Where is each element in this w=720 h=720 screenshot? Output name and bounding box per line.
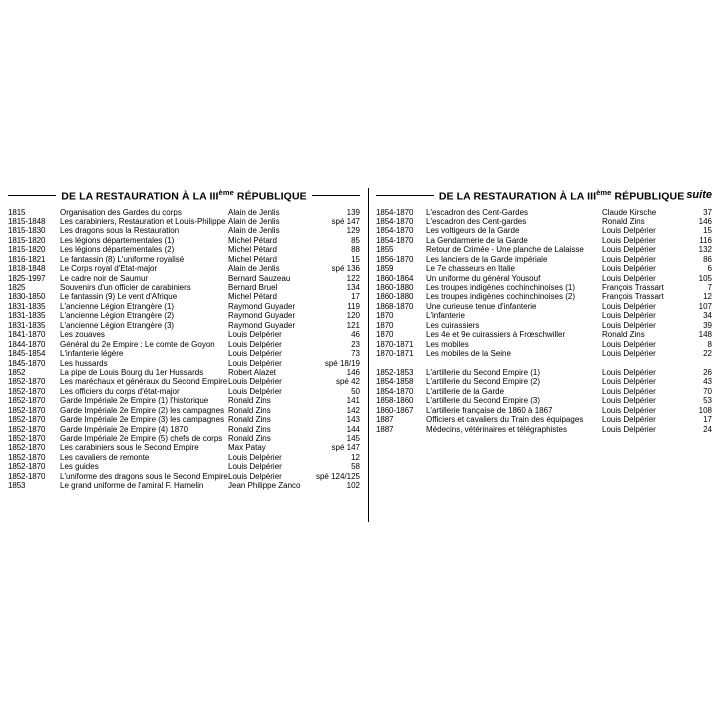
entry-date: 1852-1870 <box>8 471 46 481</box>
entry-title: Les légions départementales (1) <box>60 235 175 245</box>
entry-title: La pipe de Louis Bourg du 1er Hussards <box>60 367 204 377</box>
entry-author: Louis Delpérier <box>602 264 656 274</box>
entry-date: 1845-1854 <box>8 349 46 359</box>
entry-date: 1815 <box>8 207 26 217</box>
entry-title: Médecins, vétérinaires et télégraphistes <box>426 424 567 434</box>
entry-title: Garde Impériale 2e Empire (1) l'historique <box>60 396 209 406</box>
table-row <box>8 226 360 235</box>
entry-title: Les lanciers de la Garde impériale <box>426 254 548 264</box>
entry-title: Les mobiles <box>426 339 469 349</box>
entry-date: 1844-1870 <box>8 339 46 349</box>
spacer-cell <box>426 359 602 368</box>
entry-page: 116 <box>699 235 712 245</box>
entry-author: Louis Delpérier <box>602 245 656 255</box>
entry-author: Ronald Zins <box>228 434 271 443</box>
entry-date: 1852-1870 <box>8 424 46 434</box>
table-row <box>8 462 360 471</box>
table-row <box>8 368 360 377</box>
table-row <box>376 226 712 235</box>
entry-title: Souvenirs d'un officier de carabiniers <box>60 283 191 292</box>
entry-date: 1887 <box>376 415 394 425</box>
entry-page: 53 <box>703 396 712 406</box>
entry-title: Les troupes indigènes cochinchinoises (2) <box>426 292 575 302</box>
entry-title: Organisation des Gardes du corps <box>60 207 182 217</box>
entry-title: Les mobiles de la Seine <box>426 349 511 359</box>
table-row <box>376 377 712 386</box>
entry-title: L'ancienne Légion Etrangère (3) <box>60 320 175 330</box>
entry-date: 1852-1870 <box>8 396 46 406</box>
right-heading-continued: suite <box>686 189 712 202</box>
entry-page: spé 42 <box>335 377 360 387</box>
entry-date: 1815-1820 <box>8 245 46 255</box>
table-row <box>8 311 360 320</box>
entry-title: Un uniforme du général Yousouf <box>426 273 541 283</box>
entry-title: Le cadre noir de Saumur <box>60 273 149 283</box>
entry-title: L'artillerie du Second Empire (2) <box>426 377 541 387</box>
heading-rule-left <box>8 195 56 196</box>
entry-page: 129 <box>346 226 360 236</box>
table-row <box>376 387 712 396</box>
table-row <box>8 349 360 358</box>
table-row <box>8 434 360 443</box>
entry-title: Les dragons sous la Restauration <box>60 226 180 236</box>
entry-author: Claude Kirsche <box>602 207 657 217</box>
entry-author: Louis Delpérier <box>602 320 656 330</box>
table-row <box>8 255 360 264</box>
entry-page: spé 147 <box>331 216 360 226</box>
table-row <box>8 443 360 452</box>
entry-author: Louis Delpérier <box>228 339 282 349</box>
left-column <box>8 188 366 491</box>
entry-date: 1852-1870 <box>8 386 46 396</box>
table-row <box>8 330 360 339</box>
entry-page: 102 <box>346 481 360 491</box>
entry-page: 43 <box>703 377 712 387</box>
entry-author: Louis Delpérier <box>228 377 282 387</box>
entry-title: Retour de Crimée - Une planche de Lalaisse <box>426 245 584 255</box>
table-row <box>376 255 712 264</box>
entry-title: L'artillerie du Second Empire (1) <box>426 367 541 377</box>
entry-title: L'artillerie française de 1860 à 1867 <box>426 405 553 415</box>
entry-date: 1831-1835 <box>8 320 46 330</box>
table-row <box>8 359 360 368</box>
entry-author: Bernard Sauzeau <box>228 273 291 283</box>
table-row <box>376 274 712 283</box>
entry-date: 1818-1848 <box>8 264 46 274</box>
entry-author: Louis Delpérier <box>228 330 282 340</box>
entry-date: 1830-1850 <box>8 292 46 302</box>
entry-author: Bernard Bruel <box>228 283 278 292</box>
entry-author: Jean Philippe Zanco <box>228 481 301 491</box>
entry-date: 1870 <box>376 320 394 330</box>
entry-date: 1845-1870 <box>8 358 46 368</box>
entry-page: 146 <box>698 216 712 226</box>
entry-author: Ronald Zins <box>228 396 271 406</box>
right-column <box>366 188 712 434</box>
left-entries-body <box>8 208 360 491</box>
entry-author: Raymond Guyader <box>228 311 296 321</box>
entry-author: Raymond Guyader <box>228 320 296 330</box>
entry-author: Michel Pétard <box>228 254 277 264</box>
entry-date: 1870 <box>376 330 394 340</box>
entry-title: L'ancienne Légion Etrangère (1) <box>60 301 175 311</box>
entry-title: La Gendarmerie de la Garde <box>426 235 528 245</box>
table-row <box>376 302 712 311</box>
entry-title: Les maréchaux et généraux du Second Empire <box>60 377 228 387</box>
entry-page: spé 124/125 <box>315 471 360 481</box>
entry-page: 50 <box>351 386 360 396</box>
entry-page: 46 <box>351 330 360 340</box>
entry-page: 132 <box>698 245 712 255</box>
entry-title: Les troupes indigènes cochinchinoises (1) <box>426 283 575 292</box>
table-row <box>8 264 360 273</box>
heading-rule-left <box>376 195 434 196</box>
entry-author: Louis Delpérier <box>228 386 282 396</box>
entry-title: L'infanterie <box>426 311 465 321</box>
entry-title: Les cavaliers de remonte <box>60 452 150 462</box>
entry-date: 1852-1870 <box>8 377 46 387</box>
left-heading-superscript: ème <box>218 188 234 197</box>
table-row <box>376 425 712 434</box>
entry-page: 58 <box>351 462 360 472</box>
table-row <box>376 330 712 339</box>
entry-date: 1870-1871 <box>376 339 414 349</box>
entry-date: 1868-1870 <box>376 301 414 311</box>
entry-date: 1859 <box>376 264 394 274</box>
left-heading-prefix: DE LA RESTAURATION À LA III <box>61 190 219 203</box>
entry-author: Michel Pétard <box>228 235 277 245</box>
table-row <box>376 264 712 273</box>
entry-date: 1854-1870 <box>376 216 414 226</box>
entry-page: 85 <box>351 235 360 245</box>
table-row <box>376 283 712 292</box>
entry-page: 146 <box>346 367 360 377</box>
entry-author: Raymond Guyader <box>228 301 296 311</box>
right-column-heading <box>376 188 712 203</box>
entry-author: Michel Pétard <box>228 245 277 255</box>
entry-page: 88 <box>351 245 360 255</box>
entry-page: 119 <box>347 301 360 311</box>
entry-date: 1853 <box>8 481 26 491</box>
table-row <box>8 396 360 405</box>
right-entries-table <box>376 208 712 435</box>
table-row <box>8 406 360 415</box>
entry-title: L'infanterie légère <box>60 349 124 359</box>
entry-date: 1855 <box>376 245 394 255</box>
entry-page: 26 <box>703 367 712 377</box>
table-row <box>376 349 712 358</box>
entry-date: 1852-1870 <box>8 415 46 425</box>
entry-author: Louis Delpérier <box>602 396 656 406</box>
table-row <box>8 415 360 424</box>
right-heading-prefix: DE LA RESTAURATION À LA III <box>438 190 597 203</box>
entry-title: L'artillerie du Second Empire (3) <box>426 396 541 406</box>
table-row <box>376 217 712 226</box>
entry-date: 1854-1858 <box>376 377 414 387</box>
right-entries-body <box>376 208 712 435</box>
entry-page: 17 <box>703 415 712 425</box>
entry-title: Les 4e et 9e cuirassiers à Frœschwiller <box>426 330 566 340</box>
table-row <box>8 453 360 462</box>
entry-page: 39 <box>703 320 712 330</box>
entry-author: Michel Pétard <box>228 292 277 302</box>
entry-author: Louis Delpérier <box>602 424 656 434</box>
entry-date: 1854-1870 <box>376 226 414 236</box>
right-heading-title <box>439 188 684 203</box>
entry-title: L'ancienne Légion Etrangère (2) <box>60 311 175 321</box>
entry-page: 139 <box>346 207 360 217</box>
entry-author: Louis Delpérier <box>602 254 656 264</box>
entry-date: 1852-1870 <box>8 434 46 443</box>
entry-title: Le 7e chasseurs en Italie <box>426 264 515 274</box>
entry-page: 12 <box>351 452 360 462</box>
entry-page: 142 <box>346 405 360 415</box>
entry-author: Ronald Zins <box>602 330 645 340</box>
table-row-spacer <box>376 359 712 368</box>
entry-title: L'escadron des Cent-Gardes <box>426 207 529 217</box>
entry-date: 1852-1870 <box>8 405 46 415</box>
entry-page: 145 <box>346 434 360 443</box>
entry-author: Alain de Jenlis <box>228 216 280 226</box>
entry-page: 15 <box>703 226 712 236</box>
entry-date: 1860-1864 <box>376 273 414 283</box>
spacer-cell <box>682 359 712 368</box>
entry-author: Alain de Jenlis <box>228 264 280 274</box>
entry-author: Louis Delpérier <box>602 301 656 311</box>
table-row <box>8 321 360 330</box>
entry-page: 73 <box>351 349 360 359</box>
entry-date: 1815-1830 <box>8 226 46 236</box>
entry-title: Les carabiniers sous le Second Empire <box>60 443 199 453</box>
entry-author: Alain de Jenlis <box>228 226 280 236</box>
entry-date: 1854-1870 <box>376 235 414 245</box>
entry-page: 22 <box>703 349 712 359</box>
entry-date: 1854-1870 <box>376 207 414 217</box>
entry-date: 1856-1870 <box>376 254 414 264</box>
table-row <box>8 340 360 349</box>
table-row <box>8 217 360 226</box>
entry-author: Louis Delpérier <box>228 358 282 368</box>
entry-page: 17 <box>351 292 360 302</box>
entry-title: L'artillerie de la Garde <box>426 386 505 396</box>
entry-author: Louis Delpérier <box>602 349 656 359</box>
spacer-cell <box>602 359 682 368</box>
right-heading-superscript: ème <box>596 188 612 197</box>
entry-author: Louis Delpérier <box>602 273 656 283</box>
table-row <box>376 245 712 254</box>
entry-author: Robert Alazet <box>228 367 277 377</box>
entry-author: Louis Delpérier <box>602 415 656 425</box>
entry-date: 1825-1997 <box>8 273 46 283</box>
entry-author: Ronald Zins <box>602 216 645 226</box>
entry-title: Officiers et cavaliers du Train des équipages <box>426 415 584 425</box>
entry-page: 108 <box>698 405 712 415</box>
entry-author: Louis Delpérier <box>228 349 282 359</box>
entry-date: 1860-1880 <box>376 292 414 302</box>
entry-title: Garde Impériale 2e Empire (2) les campagnes <box>60 405 225 415</box>
entry-date: 1870-1871 <box>376 349 414 359</box>
left-entries-table <box>8 208 360 491</box>
entry-title: Les voltigeurs de la Garde <box>426 226 520 236</box>
entry-author: François Trassart <box>602 283 664 292</box>
entry-page: 141 <box>346 396 360 406</box>
entry-author: Louis Delpérier <box>602 367 656 377</box>
entry-title: Les cuirassiers <box>426 320 480 330</box>
entry-title: Général du 2e Empire : Le comte de Goyon <box>60 339 215 349</box>
table-row <box>8 425 360 434</box>
table-row <box>8 377 360 386</box>
entry-title: Le grand uniforme de l'amiral F. Hamelin <box>60 481 204 491</box>
entry-page: 34 <box>703 311 712 321</box>
left-heading-title <box>61 188 306 203</box>
table-row <box>376 396 712 405</box>
entry-title: Garde Impériale 2e Empire (3) les campagnes <box>60 415 225 425</box>
entry-date: 1870 <box>376 311 394 321</box>
entry-author: Ronald Zins <box>228 424 271 434</box>
entry-page: 8 <box>707 339 712 349</box>
entry-page: 107 <box>698 301 712 311</box>
entry-page: 105 <box>698 273 712 283</box>
entry-page: 23 <box>351 339 360 349</box>
table-row <box>376 415 712 424</box>
table-row <box>8 245 360 254</box>
entry-page: 148 <box>698 330 712 340</box>
entry-title: Le fantassin (8) L'uniforme royalisé <box>60 254 185 264</box>
spacer-cell <box>376 359 426 368</box>
table-row <box>8 302 360 311</box>
entry-date: 1852-1870 <box>8 462 46 472</box>
right-heading-suffix: RÉPUBLIQUE <box>614 190 685 203</box>
entry-page: 7 <box>707 283 712 292</box>
entry-title: Les officiers du corps d'état-major <box>60 386 180 396</box>
left-heading-suffix: RÉPUBLIQUE <box>236 190 307 203</box>
entry-page: 122 <box>346 273 360 283</box>
entry-author: Louis Delpérier <box>602 311 656 321</box>
entry-date: 1852-1870 <box>8 452 46 462</box>
table-row <box>376 292 712 301</box>
entry-date: 1816-1821 <box>8 254 46 264</box>
entry-author: Louis Delpérier <box>602 405 656 415</box>
entry-author: Louis Delpérier <box>228 462 282 472</box>
entry-author: Louis Delpérier <box>602 339 656 349</box>
table-row <box>8 472 360 481</box>
entry-title: Les zouaves <box>60 330 105 340</box>
entry-page: 6 <box>707 264 712 274</box>
entry-date: 1860-1867 <box>376 405 414 415</box>
entry-page: 120 <box>346 311 360 321</box>
entry-date: 1860-1880 <box>376 283 414 292</box>
entry-date: 1831-1835 <box>8 311 46 321</box>
entry-date: 1852-1870 <box>8 443 46 453</box>
table-row <box>8 292 360 301</box>
table-row <box>376 236 712 245</box>
entry-date: 1831-1835 <box>8 301 46 311</box>
entry-title: Les carabiniers, Restauration et Louis-Philippe <box>60 216 226 226</box>
entry-page: 37 <box>703 207 712 217</box>
table-row <box>8 387 360 396</box>
table-row <box>8 274 360 283</box>
entry-author: Louis Delpérier <box>602 235 656 245</box>
entry-author: Louis Delpérier <box>228 471 282 481</box>
entry-title: L'uniforme des dragons sous le Second Empire <box>60 471 228 481</box>
entry-author: Ronald Zins <box>228 415 271 425</box>
entry-page: 143 <box>346 415 360 425</box>
table-row <box>376 208 712 217</box>
entry-title: L'escadron des Cent-gardes <box>426 216 527 226</box>
entry-title: Le Corps royal d'Etat-major <box>60 264 158 274</box>
entry-page: spé 18/19 <box>324 358 360 368</box>
entry-date: 1825 <box>8 283 26 292</box>
table-row <box>376 368 712 377</box>
entry-title: Les guides <box>60 462 99 472</box>
entry-author: Alain de Jenlis <box>228 207 280 217</box>
entry-date: 1841-1870 <box>8 330 46 340</box>
entry-author: Louis Delpérier <box>602 386 656 396</box>
entry-date: 1815-1820 <box>8 235 46 245</box>
entry-page: 144 <box>346 424 360 434</box>
entry-page: 86 <box>703 254 712 264</box>
entry-date: 1815-1848 <box>8 216 46 226</box>
entry-date: 1854-1870 <box>376 386 414 396</box>
entry-date: 1858-1860 <box>376 396 414 406</box>
entry-date: 1887 <box>376 424 394 434</box>
entry-author: Ronald Zins <box>228 405 271 415</box>
entry-author: François Trassart <box>602 292 664 302</box>
entry-page: 24 <box>703 424 712 434</box>
entry-author: Louis Delpérier <box>602 377 656 387</box>
entry-page: spé 147 <box>331 443 360 453</box>
entry-page: spé 136 <box>331 264 360 274</box>
table-row <box>8 236 360 245</box>
table-row <box>376 321 712 330</box>
table-row <box>376 406 712 415</box>
entry-page: 15 <box>351 254 360 264</box>
table-row <box>376 340 712 349</box>
entry-page: 12 <box>703 292 712 302</box>
entry-author: Louis Delpérier <box>602 226 656 236</box>
left-column-heading <box>8 188 360 203</box>
entry-page: 121 <box>346 320 360 330</box>
entry-title: Garde Impériale 2e Empire (4) 1870 <box>60 424 189 434</box>
entry-author: Louis Delpérier <box>228 452 282 462</box>
table-row <box>8 481 360 490</box>
table-row <box>8 208 360 217</box>
entry-title: Les hussards <box>60 358 108 368</box>
entry-title: Les légions départementales (2) <box>60 245 175 255</box>
entry-title: Le fantassin (9) Le vent d'Afrique <box>60 292 178 302</box>
entry-title: Une curieuse tenue d'infanterie <box>426 301 537 311</box>
entry-date: 1852-1853 <box>376 367 414 377</box>
entry-date: 1852 <box>8 367 26 377</box>
table-row <box>376 311 712 320</box>
heading-rule-right <box>312 195 360 196</box>
entry-title: Garde Impériale 2e Empire (5) chefs de corps <box>60 434 223 443</box>
entry-page: 134 <box>346 283 360 292</box>
entry-author: Max Patay <box>228 443 266 453</box>
index-columns <box>8 188 712 491</box>
entry-page: 70 <box>703 386 712 396</box>
table-row <box>8 283 360 292</box>
